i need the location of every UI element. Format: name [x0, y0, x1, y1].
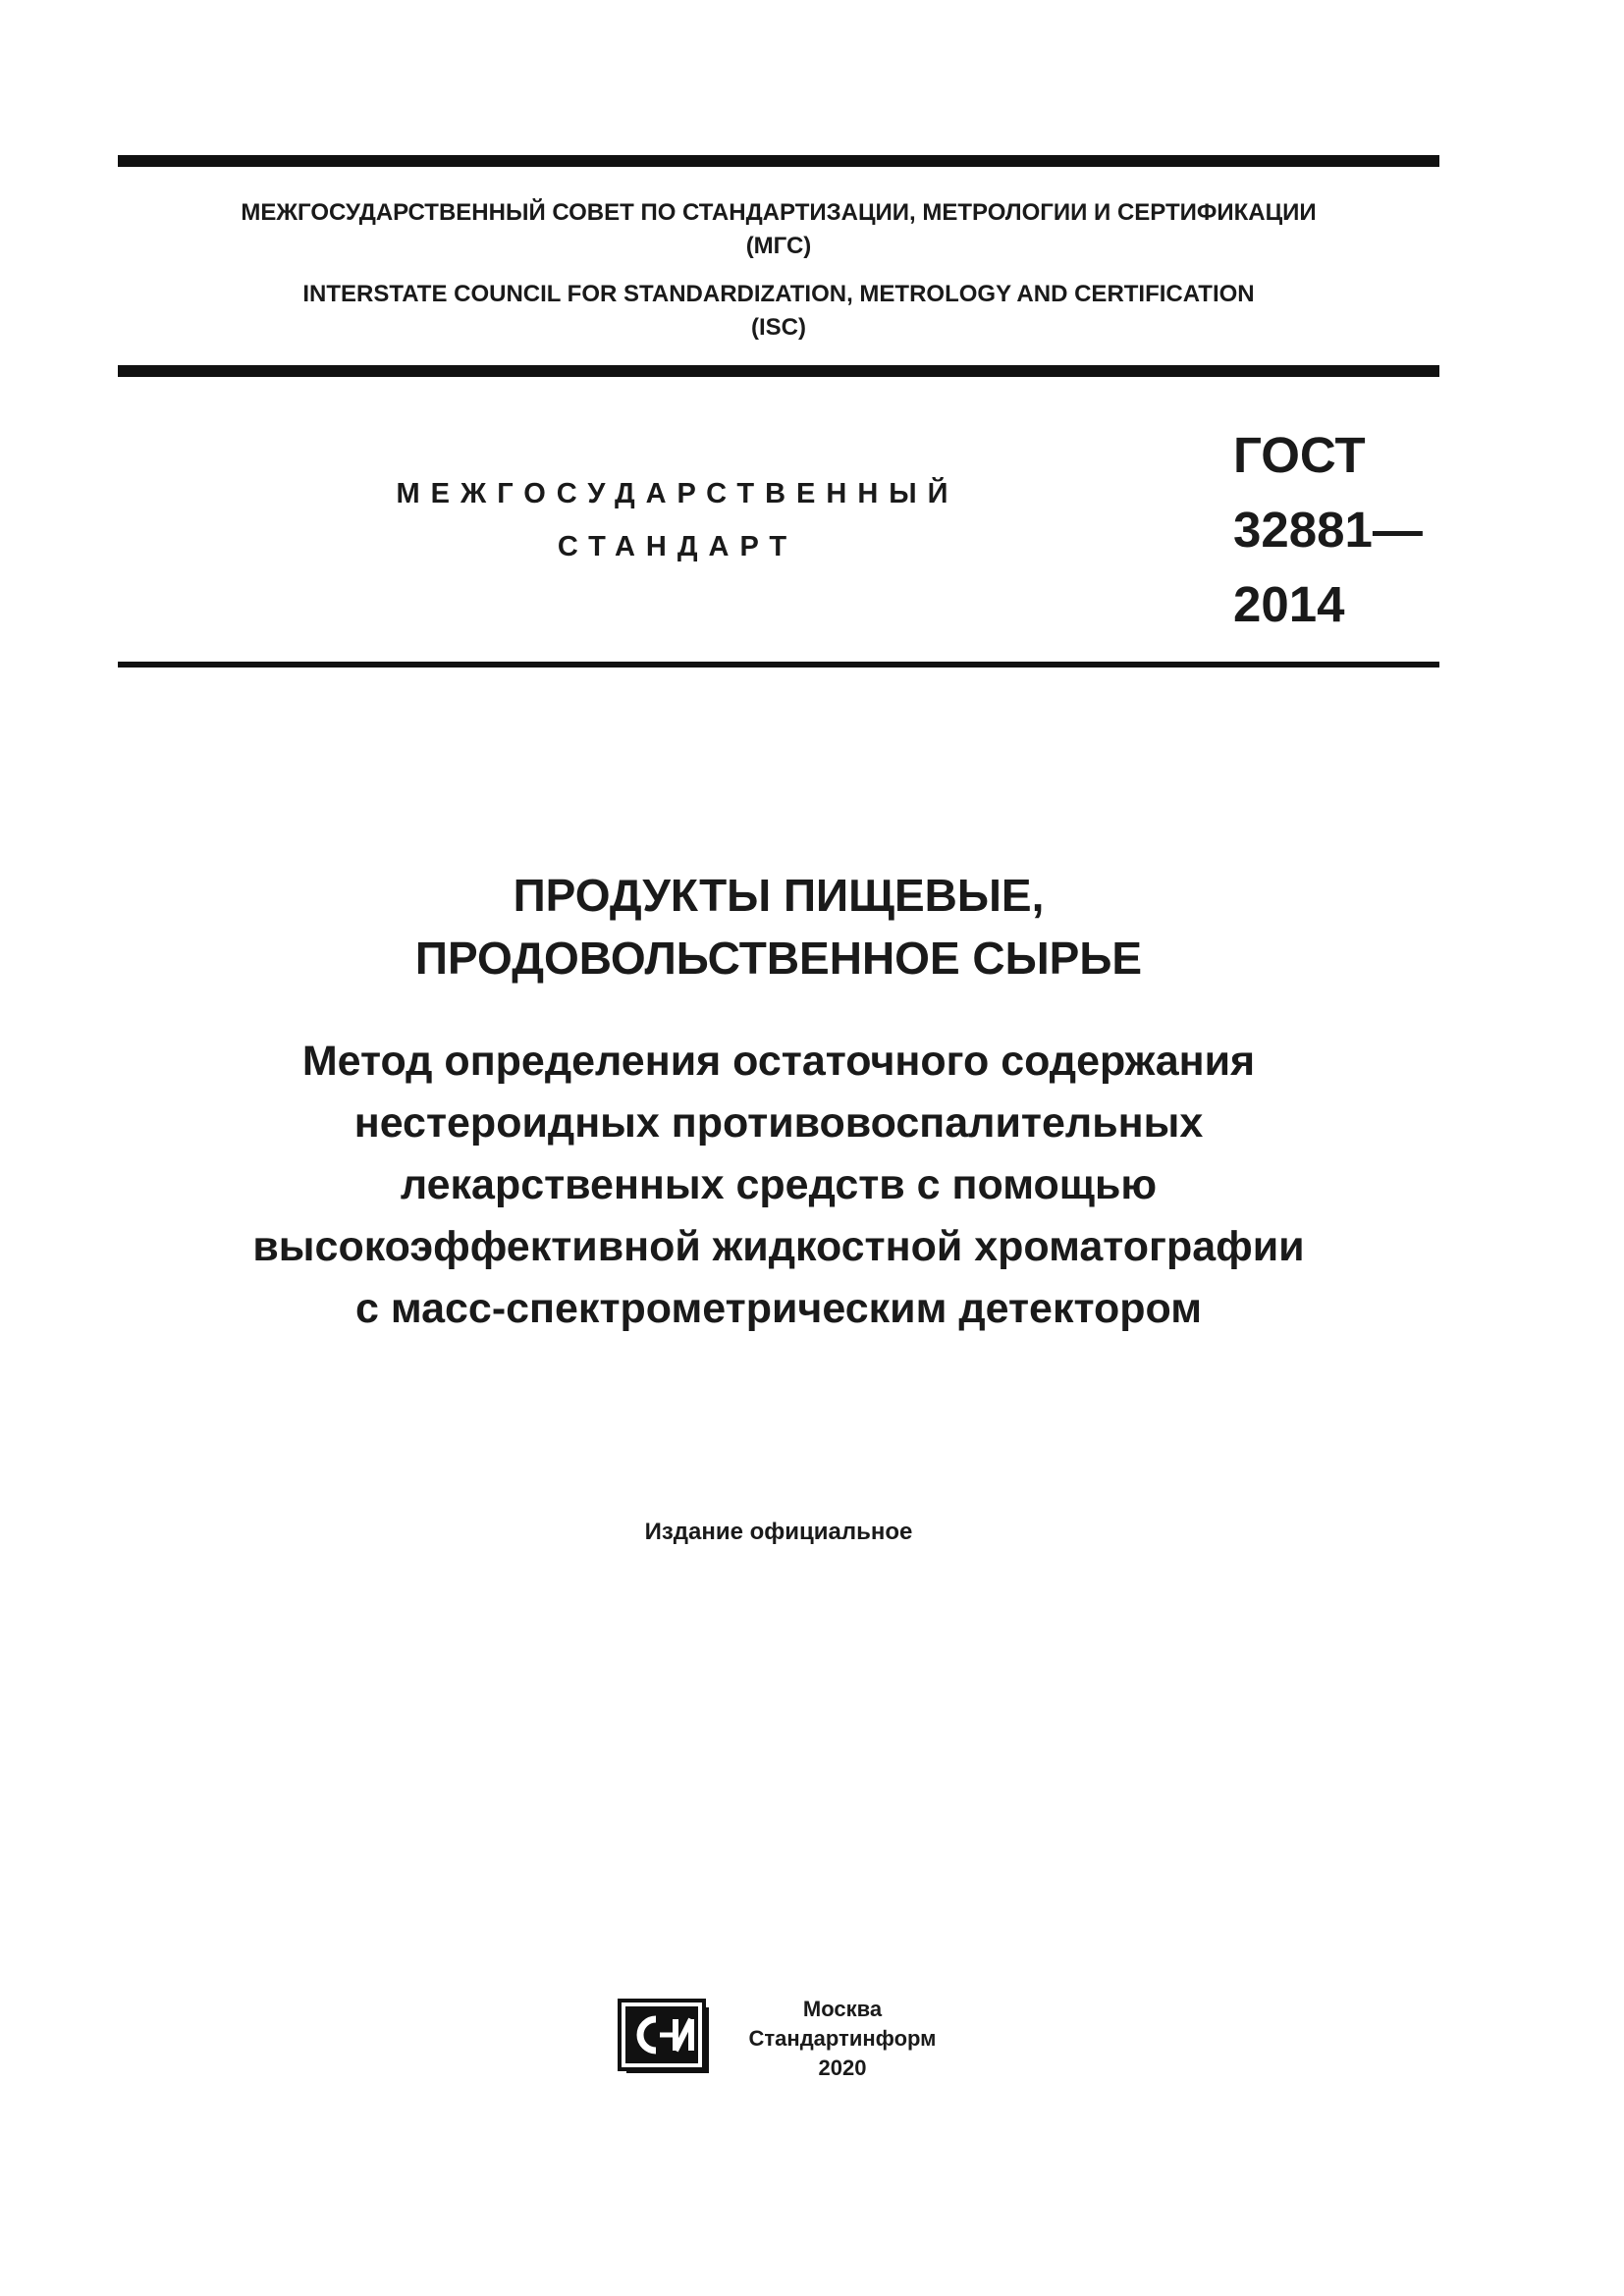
document-title [118, 864, 1439, 989]
standard-type-line1: МЕЖГОСУДАРСТВЕННЫЙ [396, 478, 959, 509]
document-subtitle-line1: Метод определения остаточного содержания [301, 1038, 1256, 1085]
publisher-city: Москва [802, 1997, 883, 2021]
middle-thick-rule [118, 365, 1439, 377]
document-subtitle-line3: лекарственных средств с помощью [400, 1161, 1158, 1208]
council-name-en-abbr: (ISC) [751, 314, 806, 341]
council-name-en [118, 278, 1439, 345]
document-subtitle-line4: высокоэффективной жидкостной хроматографии [252, 1223, 1305, 1270]
standard-type-line2: СТАНДАРТ [557, 531, 798, 562]
council-name-ru-line1: МЕЖГОСУДАРСТВЕННЫЙ СОВЕТ ПО СТАНДАРТИЗАЦИИ, МЕТРОЛОГИИ И СЕРТИФИКАЦИИ [241, 199, 1317, 226]
document-title-line1: ПРОДУКТЫ ПИЩЕВЫЕ, [513, 870, 1045, 921]
document-title-line2: ПРОДОВОЛЬСТВЕННОЕ СЫРЬЕ [414, 933, 1143, 984]
header-bottom-rule [118, 662, 1439, 667]
designation-year: 2014 [1233, 576, 1345, 632]
publisher-name: Стандартинформ [748, 2026, 937, 2051]
standard-designation [1233, 418, 1423, 642]
publisher-year: 2020 [818, 2056, 867, 2080]
edition-label: Издание официальное [644, 1519, 913, 1545]
council-name-ru [118, 196, 1439, 263]
document-subtitle-line5: с масс-спектрометрическим детектором [354, 1285, 1203, 1332]
document-subtitle-line2: нестероидных противовоспалительных [353, 1099, 1204, 1147]
council-name-ru-abbr: (МГС) [745, 233, 812, 259]
standard-type [295, 467, 1060, 573]
document-subtitle [118, 1031, 1439, 1340]
designation-prefix: ГОСТ [1233, 427, 1366, 483]
publisher-info [734, 1995, 950, 2083]
top-thick-rule [118, 155, 1439, 167]
designation-number: 32881— [1233, 502, 1423, 558]
council-name-en-line1: INTERSTATE COUNCIL FOR STANDARDIZATION, METROLOGY AND CERTIFICATION [302, 281, 1255, 307]
standartinform-logo-icon [617, 1998, 711, 2074]
